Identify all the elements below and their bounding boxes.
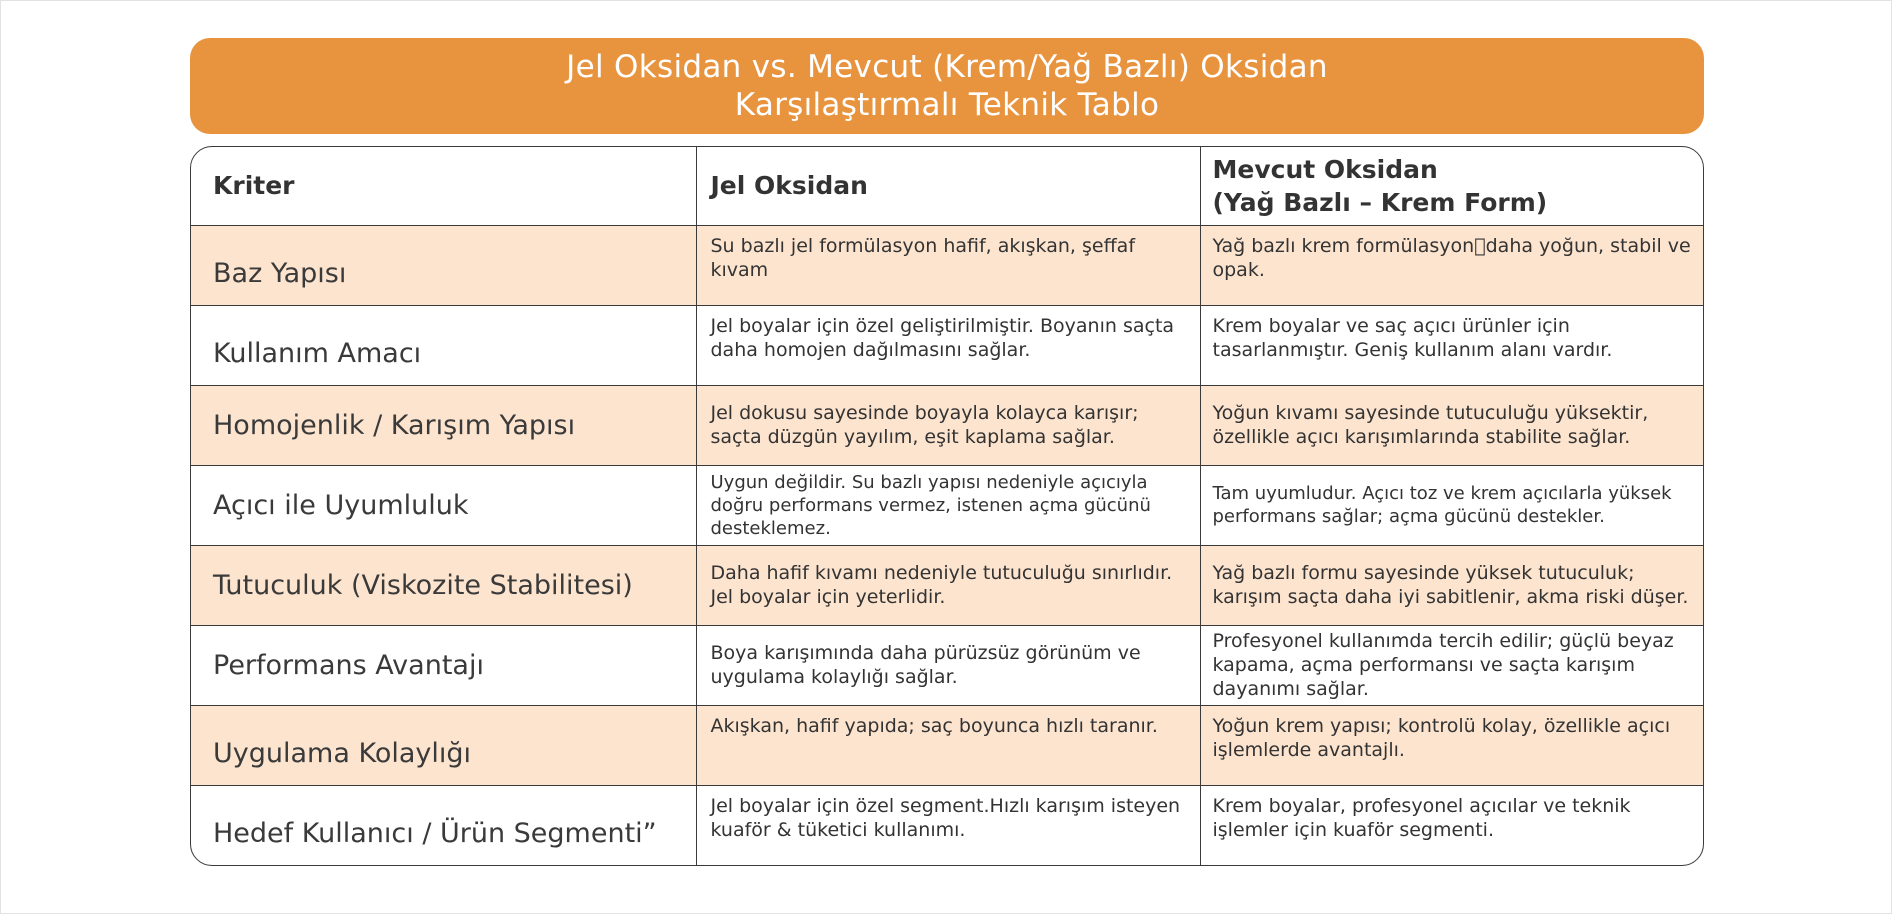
mevcut-cell: Yoğun kıvamı sayesinde tutuculuğu yüksektir, özellikle açıcı karışımlarında stabilite sağlar. xyxy=(1200,385,1703,465)
criterion-cell: Hedef Kullanıcı / Ürün Segmenti” xyxy=(191,785,696,865)
criterion-cell: Uygulama Kolaylığı xyxy=(191,705,696,785)
mevcut-cell: Krem boyalar ve saç açıcı ürünler için tasarlanmıştır. Geniş kullanım alanı vardır. xyxy=(1200,305,1703,385)
jel-cell: Jel boyalar için özel segment.Hızlı karışım isteyen kuaför & tüketici kullanımı. xyxy=(696,785,1200,865)
title-line-1: Jel Oksidan vs. Mevcut (Krem/Yağ Bazlı) Oksidan xyxy=(566,49,1328,85)
mevcut-cell: Yağ bazlı krem formülasyon daha yoğun, stabil ve opak. xyxy=(1200,225,1703,305)
table-row xyxy=(191,545,1703,625)
header-mevcut-line-1: Mevcut Oksidan xyxy=(1212,154,1438,184)
table-header-row xyxy=(191,147,1703,225)
comparison-table xyxy=(190,146,1704,866)
table-row xyxy=(191,705,1703,785)
mevcut-cell: Yoğun krem yapısı; kontrolü kolay, özellikle açıcı işlemlerde avantajlı. xyxy=(1200,705,1703,785)
criterion-cell: Açıcı ile Uyumluluk xyxy=(191,465,696,545)
header-mevcut-oksidan xyxy=(1200,147,1703,225)
table-row xyxy=(191,785,1703,865)
header-kriter: Kriter xyxy=(191,147,696,225)
header-jel-oksidan: Jel Oksidan xyxy=(696,147,1200,225)
mevcut-cell: Krem boyalar, profesyonel açıcılar ve teknik işlemler için kuaför segmenti. xyxy=(1200,785,1703,865)
mevcut-cell: Profesyonel kullanımda tercih edilir; güçlü beyaz kapama, açma performansı ve saçta karışım dayanımı sağlar. xyxy=(1200,625,1703,705)
jel-cell: Jel dokusu sayesinde boyayla kolayca karışır; saçta düzgün yayılım, eşit kaplama sağlar. xyxy=(696,385,1200,465)
table-row xyxy=(191,465,1703,545)
table-row xyxy=(191,385,1703,465)
jel-cell: Daha hafif kıvamı nedeniyle tutuculuğu sınırlıdır. Jel boyalar için yeterlidir. xyxy=(696,545,1200,625)
table-row xyxy=(191,225,1703,305)
criterion-cell: Kullanım Amacı xyxy=(191,305,696,385)
jel-cell: Uygun değildir. Su bazlı yapısı nedeniyle açıcıyla doğru performans vermez, istenen açma gücünü desteklemez. xyxy=(696,465,1200,545)
title-banner xyxy=(190,38,1704,134)
criterion-cell: Performans Avantajı xyxy=(191,625,696,705)
mevcut-cell: Yağ bazlı formu sayesinde yüksek tutuculuk; karışım saçta daha iyi sabitlenir, akma riski düşer. xyxy=(1200,545,1703,625)
table-row xyxy=(191,625,1703,705)
criterion-cell: Baz Yapısı xyxy=(191,225,696,305)
criterion-cell: Tutuculuk (Viskozite Stabilitesi) xyxy=(191,545,696,625)
criterion-cell: Homojenlik / Karışım Yapısı xyxy=(191,385,696,465)
jel-cell: Su bazlı jel formülasyon hafif, akışkan, şeffaf kıvam xyxy=(696,225,1200,305)
jel-cell: Akışkan, hafif yapıda; saç boyunca hızlı taranır. xyxy=(696,705,1200,785)
mevcut-cell: Tam uyumludur. Açıcı toz ve krem açıcılarla yüksek performans sağlar; açma gücünü destekler. xyxy=(1200,465,1703,545)
jel-cell: Jel boyalar için özel geliştirilmiştir. Boyanın saçta daha homojen dağılmasını sağlar. xyxy=(696,305,1200,385)
table-row xyxy=(191,305,1703,385)
title-line-2: Karşılaştırmalı Teknik Tablo xyxy=(734,87,1160,123)
header-mevcut-line-2: (Yağ Bazlı – Krem Form) xyxy=(1212,187,1548,217)
jel-cell: Boya karışımında daha pürüzsüz görünüm ve uygulama kolaylığı sağlar. xyxy=(696,625,1200,705)
